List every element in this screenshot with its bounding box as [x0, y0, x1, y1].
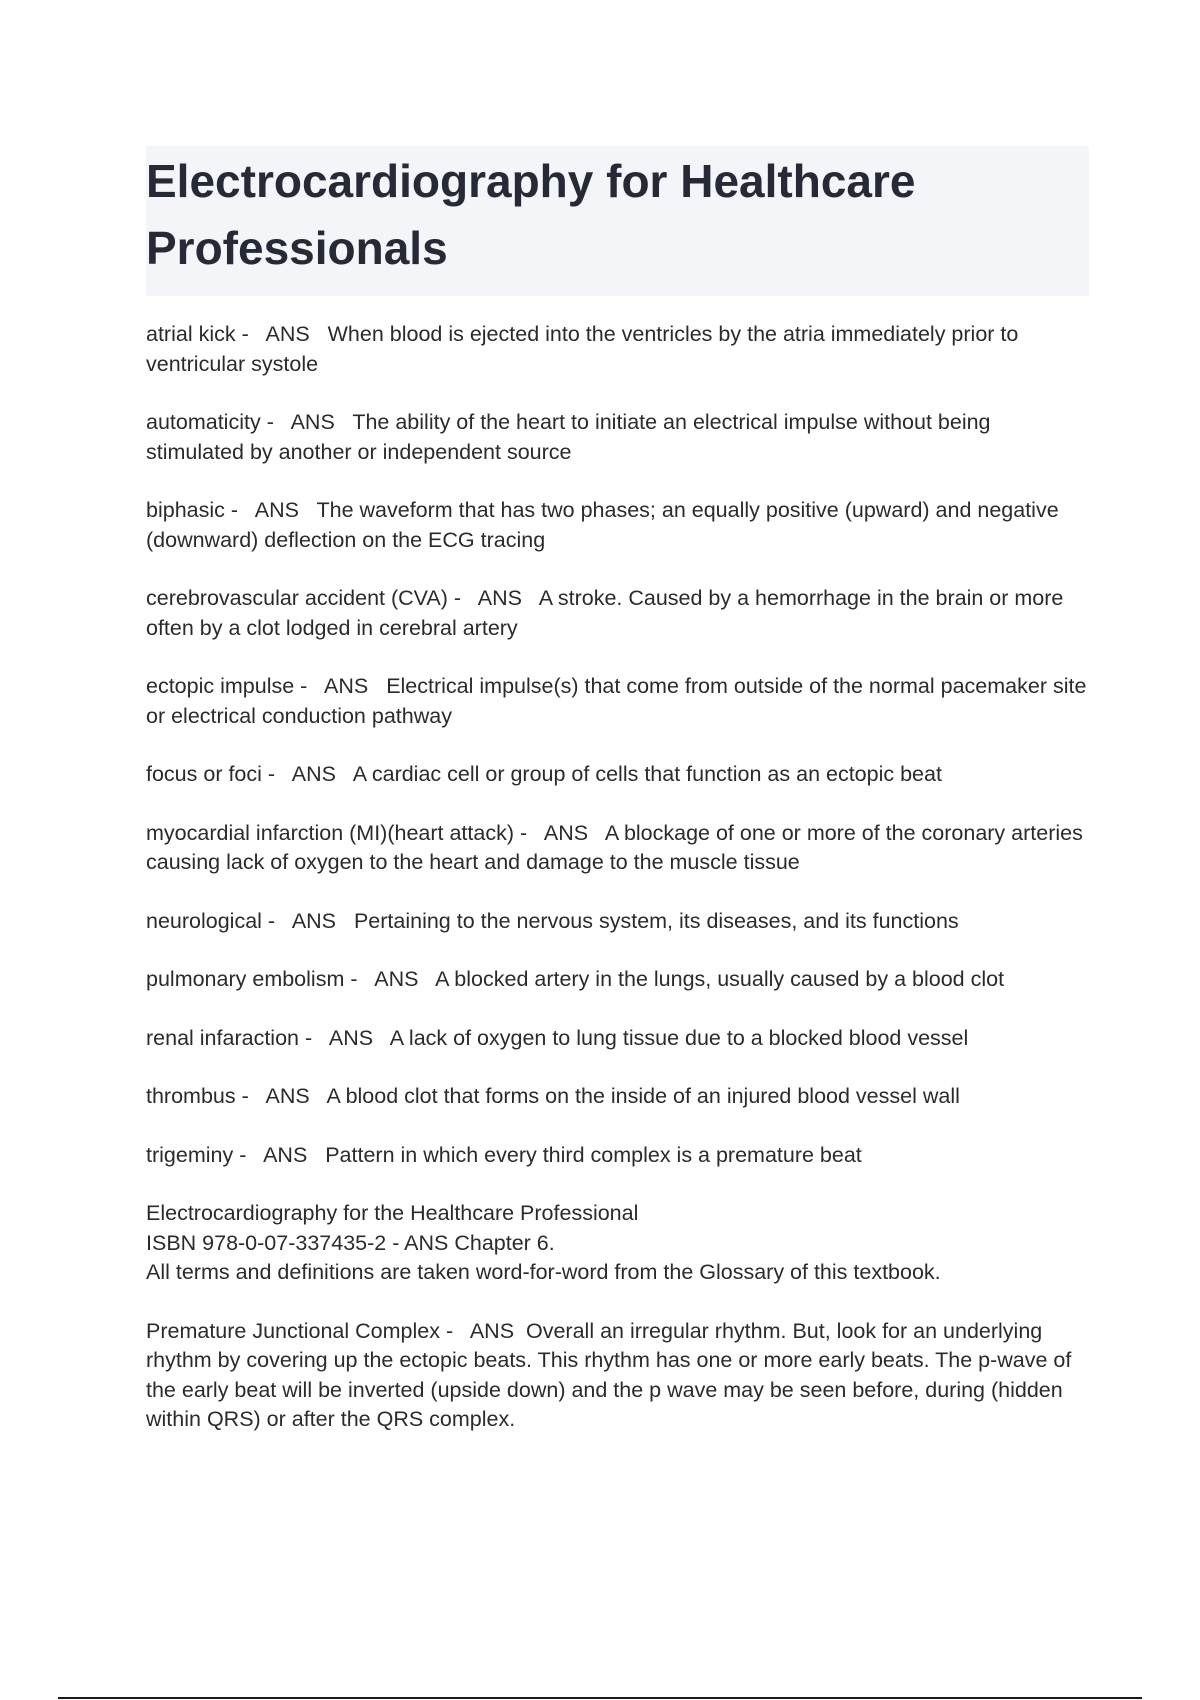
- entry-separator: - ANS: [439, 1318, 526, 1343]
- entry-separator: - ANS: [294, 674, 387, 698]
- entry-term: neurological: [146, 908, 262, 933]
- glossary-entry: [146, 320, 1089, 379]
- entry-definition: A blockage of one or more of the coronary arteries causing lack of oxygen to the heart and damage to the muscle tissue: [146, 820, 1083, 874]
- entry-definition: A lack of oxygen to lung tissue due to a blocked blood vessel: [389, 1025, 969, 1050]
- entry-definition: Electrical impulse(s) that come from outside of the normal pacemaker site or electrical conduction pathway: [146, 674, 1087, 728]
- entry-term: ectopic impulse: [146, 674, 295, 698]
- glossary-entry: [146, 907, 1089, 937]
- entry-definition: The waveform that has two phases; an equally positive (upward) and negative (downward) deflection on the ECG tracing: [146, 498, 1059, 552]
- entry-definition: A blood clot that forms on the inside of an injured blood vessel wall: [326, 1084, 960, 1108]
- entry-term: renal infaraction: [146, 1025, 299, 1050]
- entry-separator: - ANS: [261, 762, 353, 786]
- document-page: [146, 146, 1089, 1464]
- entry-separator: - ANS: [235, 1084, 327, 1108]
- entry-separator: - ANS: [514, 820, 605, 845]
- glossary-entry: [146, 1317, 1089, 1435]
- entry-separator: - ANS: [261, 908, 354, 933]
- glossary-entry: [146, 760, 1089, 790]
- glossary-entry: [146, 1082, 1089, 1112]
- entry-separator: - ANS: [224, 498, 317, 522]
- entry-definition: A stroke. Caused by a hemorrhage in the brain or more often by a clot lodged in cerebral artery: [146, 586, 1064, 640]
- source-note-disclaimer: All terms and definitions are taken word-for-word from the Glossary of this textbook.: [146, 1260, 941, 1284]
- entry-definition: When blood is ejected into the ventricles by the atria immediately prior to ventricular systole: [146, 322, 1019, 376]
- entry-term: automaticity: [146, 410, 261, 434]
- title-banner: [146, 146, 1089, 296]
- glossary-entry: [146, 496, 1089, 555]
- entry-term: atrial kick: [146, 322, 236, 346]
- entry-term: trigeminy: [146, 1142, 234, 1167]
- entry-definition: Pertaining to the nervous system, its diseases, and its functions: [353, 908, 959, 933]
- glossary-entry: [146, 1141, 1089, 1171]
- entry-definition: A cardiac cell or group of cells that function as an ectopic beat: [352, 762, 942, 786]
- entry-term: cerebrovascular accident (CVA): [146, 586, 448, 610]
- glossary-entry: [146, 672, 1089, 731]
- entry-separator: - ANS: [260, 410, 353, 434]
- entry-definition: Overall an irregular rhythm. But, look for an underlying rhythm by covering up the ectopic beats. This rhythm has one or more early beats. The p-wave of the early beat will be inverted (upside down) and the p wave may be seen before, during (hidden within QRS) or after the QRS complex.: [146, 1318, 1072, 1431]
- footer-divider: [58, 1697, 1142, 1699]
- glossary-entry: [146, 584, 1089, 643]
- entry-term: myocardial infarction (MI)(heart attack): [146, 820, 514, 845]
- entry-separator: - ANS: [235, 322, 328, 346]
- entry-separator: - ANS: [233, 1142, 326, 1167]
- entry-definition: Pattern in which every third complex is a premature beat: [325, 1142, 862, 1167]
- entry-separator: - ANS: [447, 586, 539, 610]
- entry-term: Premature Junctional Complex: [146, 1318, 440, 1343]
- source-note-title: Electrocardiography for the Healthcare Professional: [146, 1201, 639, 1225]
- entry-separator: - ANS: [344, 967, 436, 991]
- entry-definition: The ability of the heart to initiate an electrical impulse without being stimulated by another or independent source: [146, 410, 991, 464]
- source-note: [146, 1199, 1089, 1288]
- entry-term: focus or foci: [146, 762, 262, 786]
- entry-term: biphasic: [146, 498, 225, 522]
- glossary-entry: [146, 408, 1089, 467]
- entry-definition: A blocked artery in the lungs, usually caused by a blood clot: [435, 967, 1005, 991]
- entry-term: thrombus: [146, 1084, 236, 1108]
- glossary-entry: [146, 965, 1089, 995]
- glossary-entry: [146, 1024, 1089, 1054]
- source-note-isbn: ISBN 978-0-07-337435-2 - ANS Chapter 6.: [146, 1230, 555, 1255]
- glossary-entry: [146, 819, 1089, 878]
- entry-term: pulmonary embolism: [146, 967, 345, 991]
- entry-separator: - ANS: [298, 1025, 390, 1050]
- document-title: Electrocardiography for Healthcare Professionals: [146, 155, 916, 274]
- glossary-list: [146, 320, 1089, 1435]
